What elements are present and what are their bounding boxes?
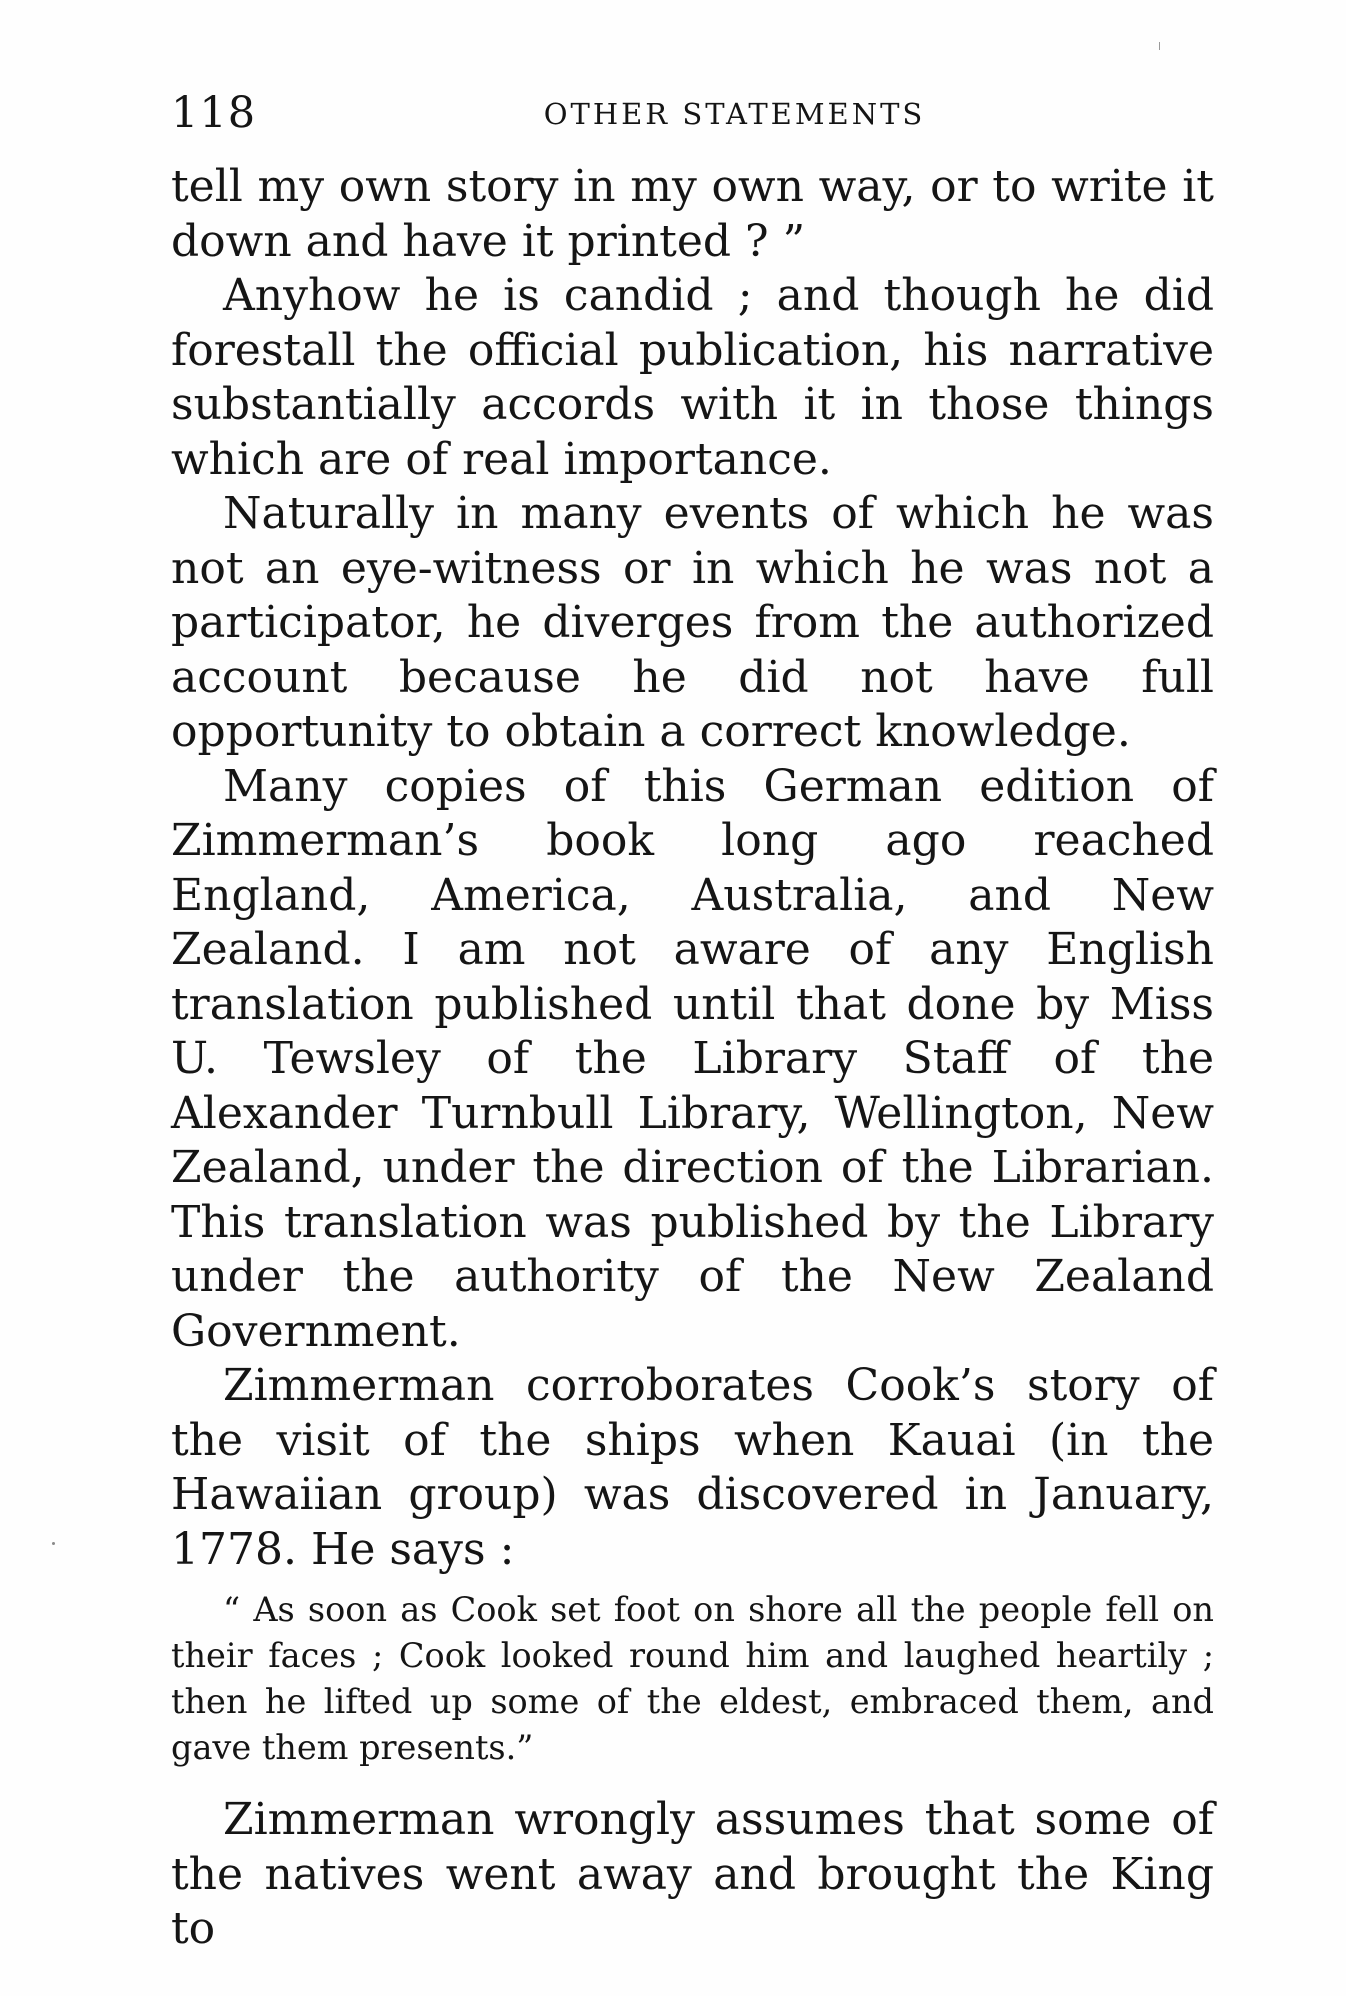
paragraph-continuation: tell my own story in my own way, or to write it down and have it printed ? ” [171, 161, 1214, 267]
body-text [171, 160, 1214, 1957]
running-head [171, 82, 1208, 144]
paragraph-diverges: Naturally in many events of which he was not an eye-witness or in which he was not a participator, he diverges from the authorized account because he did not have full opportunity to obtain a correct knowledge. [171, 488, 1214, 757]
block-quote: “ As soon as Cook set foot on shore all the people fell on their faces ; Cook looked round him and laughed heartily ; then he lifted up some of the eldest, embraced them, and gave them presents.” [171, 1590, 1214, 1767]
paragraph-german-edition: Many copies of this German edition of Zimmerman’s book long ago reached England, America, Australia, and New Zealand. I am not aware of any English translation published until that done by Miss U. Tewsley of the Library Staff of the Alexander Turnbull Library, Wellington, New Zealand, under the direction of the Librarian. This translation was published by the Library under the authority of the New Zealand Government. [171, 760, 1214, 1357]
paragraph-kauai: Zimmerman corroborates Cook’s story of the visit of the ships when Kauai (in the Hawaiian group) was discovered in January, 1778. He says : [171, 1360, 1214, 1575]
paragraph-closing: Zimmerman wrongly assumes that some of the natives went away and brought the King to [171, 1794, 1214, 1954]
scan-margin-dot [52, 1542, 55, 1545]
running-title: OTHER STATEMENTS [543, 97, 926, 131]
paragraph-candid: Anyhow he is candid ; and though he did forestall the official publication, his narrative substantially accords with it in those things which are of real importance. [171, 270, 1214, 485]
page-number: 118 [171, 88, 257, 138]
scan-edge-mark [1159, 42, 1160, 50]
